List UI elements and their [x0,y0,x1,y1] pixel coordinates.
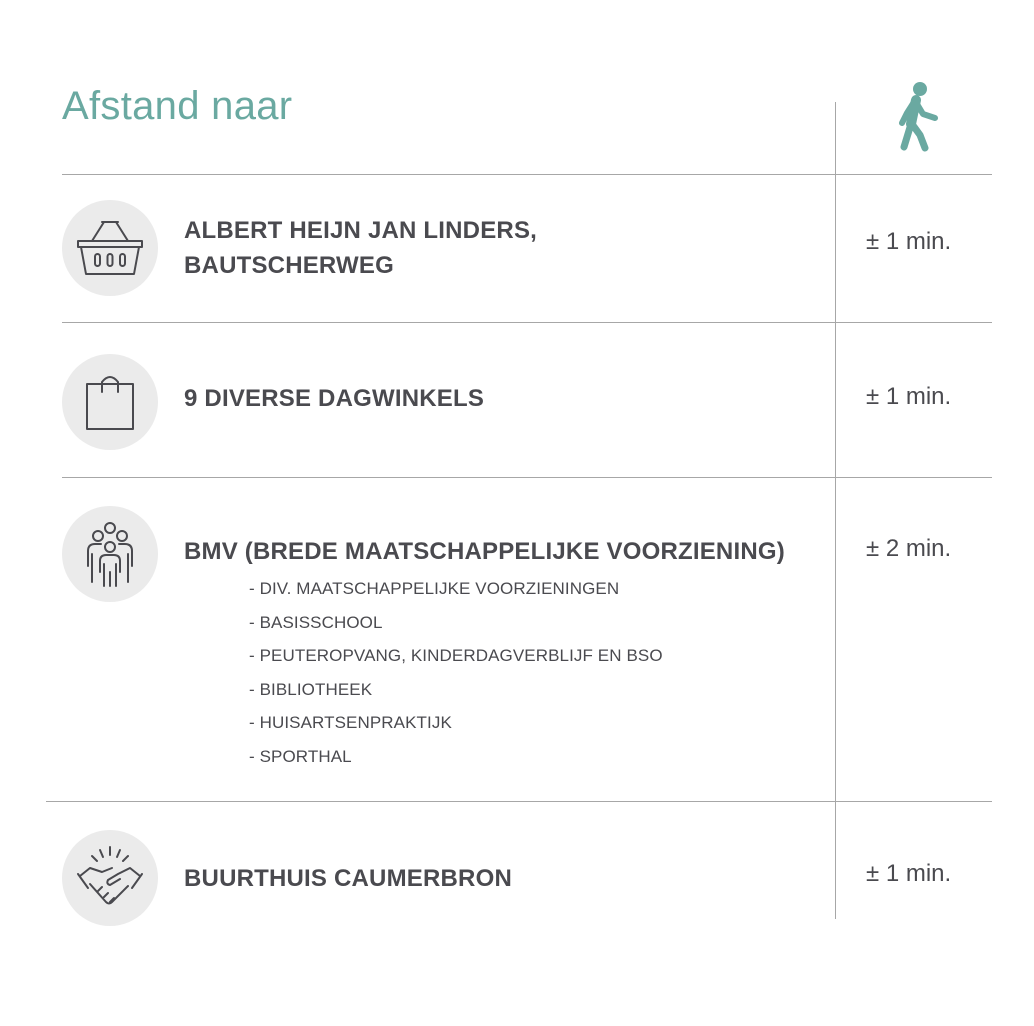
page-title: Afstand naar [62,84,293,128]
walking-time: ± 1 min. [866,228,952,255]
row-divider [62,322,992,323]
facility-item: - BASISSCHOOL [249,612,383,632]
people-group-icon [62,506,158,602]
location-name: 9 DIVERSE DAGWINKELS [184,385,485,412]
facility-item: - PEUTEROPVANG, KINDERDAGVERBLIJF EN BSO [249,646,663,665]
facility-item: - SPORTHAL [249,746,352,766]
walking-time: ± 1 min. [866,860,952,887]
shopping-basket-icon [62,200,158,296]
location-name-line: BAUTSCHERWEG [184,252,394,279]
row-divider [46,801,992,802]
row-divider [62,477,992,478]
location-name-line: ALBERT HEIJN JAN LINDERS, [184,217,538,244]
facility-item: - BIBLIOTHEEK [249,679,373,699]
location-name: BMV (BREDE MAATSCHAPPELIJKE VOORZIENING) [184,538,785,565]
walking-time: ± 2 min. [866,535,952,562]
location-name: BUURTHUIS CAUMERBRON [184,865,512,892]
facility-item: - HUISARTSENPRAKTIJK [249,713,452,732]
shopping-bag-icon [62,354,158,450]
facility-list [249,576,663,777]
facility-item: - DIV. MAATSCHAPPELIJKE VOORZIENINGEN [249,579,620,598]
walking-time: ± 1 min. [866,383,952,410]
location-name [184,213,537,283]
row-divider [62,174,992,175]
column-divider [835,102,836,919]
handshake-icon [62,830,158,926]
walking-person-icon [893,80,939,152]
